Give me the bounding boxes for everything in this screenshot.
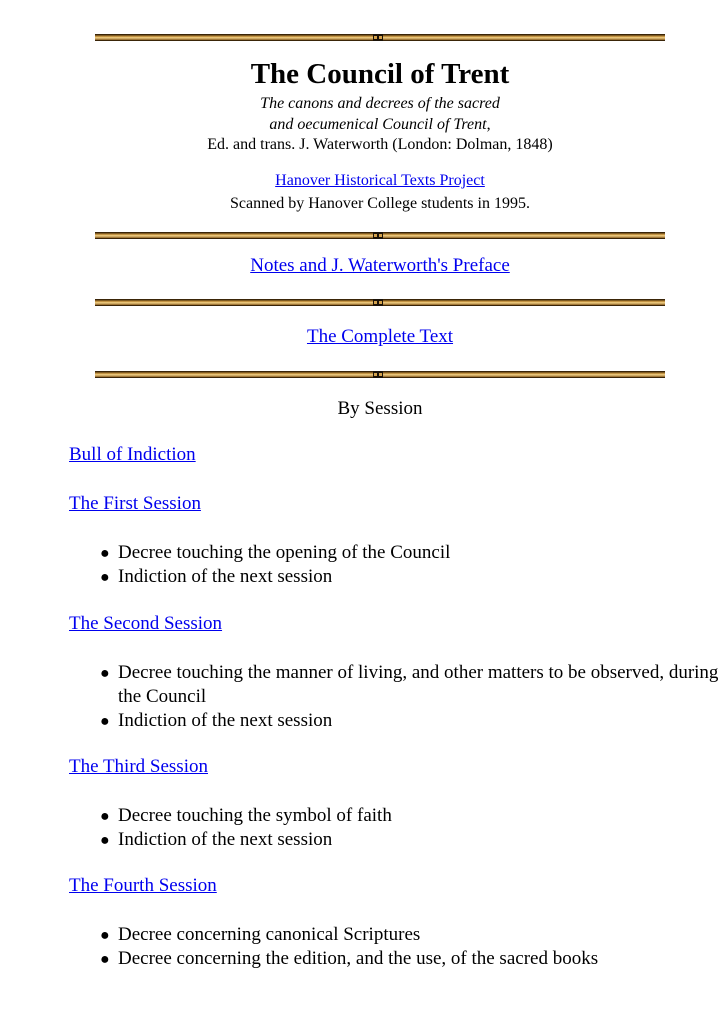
bullet-icon: ● — [100, 713, 110, 730]
list-item-text: Decree touching the opening of the Council — [118, 542, 451, 563]
list-item — [100, 565, 724, 589]
ornamental-divider — [95, 371, 665, 378]
list-item — [100, 947, 724, 971]
second-session-list — [69, 661, 724, 733]
list-item — [100, 661, 724, 709]
bullet-icon: ● — [100, 832, 110, 849]
ornamental-divider — [95, 34, 665, 41]
scanned-note: Scanned by Hanover College students in 1995. — [230, 195, 530, 212]
list-item — [100, 709, 724, 733]
bullet-icon: ● — [100, 665, 110, 682]
session-link-third[interactable]: The Third Session — [69, 756, 208, 777]
notes-preface-link[interactable]: Notes and J. Waterworth's Preface — [250, 255, 510, 276]
ornamental-divider — [95, 232, 665, 239]
bullet-icon: ● — [100, 927, 110, 944]
list-item-text: Indiction of the next session — [118, 710, 333, 731]
subtitle-line-2-text: and oecumenical Council of Trent — [269, 116, 487, 133]
subtitle-line-2-comma: , — [486, 116, 491, 133]
complete-text-link[interactable]: The Complete Text — [306, 326, 454, 347]
divider-ornament-icon — [373, 232, 383, 239]
bullet-icon: ● — [100, 545, 110, 562]
subtitle-line-1: The canons and decrees of the sacred — [260, 95, 500, 112]
bullet-icon: ● — [100, 808, 110, 825]
list-item-text: Decree concerning canonical Scriptures — [118, 924, 421, 945]
session-link-first[interactable]: The First Session — [69, 493, 201, 514]
list-item-text: Decree concerning the edition, and the use, of the sacred books — [118, 948, 599, 969]
list-item-text: Indiction of the next session — [118, 566, 333, 587]
notes-link-line — [95, 254, 665, 278]
fourth-session-list — [69, 923, 724, 971]
page-title: The Council of Trent — [250, 58, 510, 90]
list-item-text: Decree touching the symbol of faith — [118, 805, 392, 826]
project-link[interactable]: Hanover Historical Texts Project — [275, 172, 485, 189]
by-session-heading: By Session — [337, 398, 423, 419]
divider-ornament-icon — [373, 34, 383, 41]
ornamental-divider — [95, 299, 665, 306]
session-link-second[interactable]: The Second Session — [69, 613, 223, 634]
subtitle-line-2 — [95, 115, 665, 135]
list-item — [100, 828, 724, 852]
list-item — [100, 541, 724, 565]
bullet-icon: ● — [100, 569, 110, 586]
session-link-bull-of-indiction[interactable]: Bull of Indiction — [69, 444, 196, 465]
first-session-list — [69, 541, 724, 589]
divider-ornament-icon — [373, 299, 383, 306]
project-link-line — [95, 171, 665, 191]
edition-note: Ed. and trans. J. Waterworth (London: Dolman, 1848) — [207, 136, 553, 153]
list-item — [100, 923, 724, 947]
third-session-list — [69, 804, 724, 852]
list-item — [100, 804, 724, 828]
bullet-icon: ● — [100, 951, 110, 968]
complete-text-line — [95, 325, 665, 349]
list-item-text: Decree touching the manner of living, and other matters to be observed, during the Council — [118, 662, 719, 707]
list-item-text: Indiction of the next session — [118, 829, 333, 850]
divider-ornament-icon — [373, 371, 383, 378]
session-link-fourth[interactable]: The Fourth Session — [69, 875, 217, 896]
